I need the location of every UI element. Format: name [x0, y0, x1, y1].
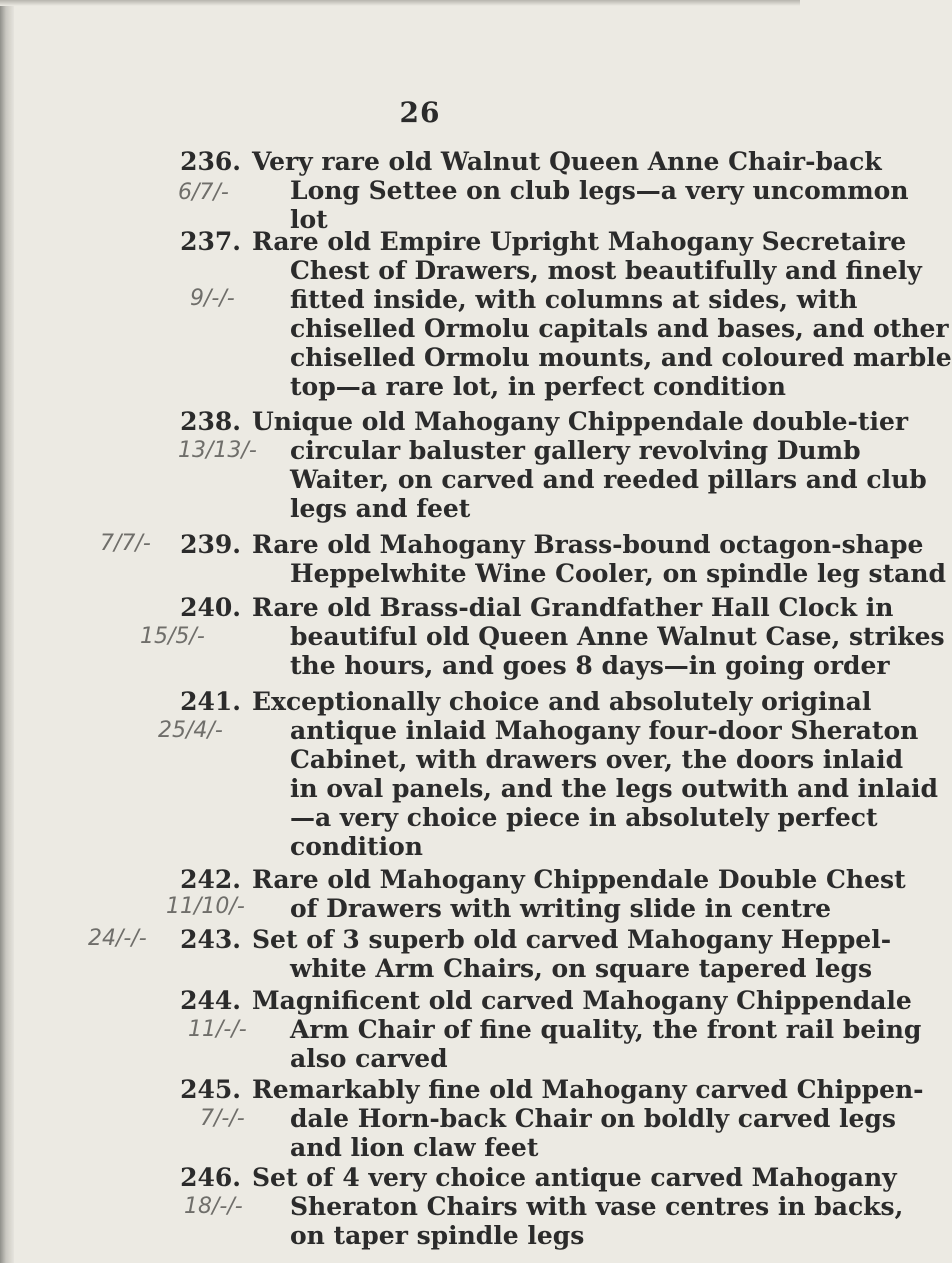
lot-description-line: fitted inside, with columns at sides, with	[290, 285, 858, 314]
lot-description-line: Heppelwhite Wine Cooler, on spindle leg stand	[290, 559, 947, 588]
lot-number: 237.	[180, 227, 241, 256]
price-annotation: 6/7/-	[178, 180, 229, 205]
lot-number: 244.	[180, 986, 241, 1015]
lot-description-line: antique inlaid Mahogany four-door Sheraton	[290, 716, 919, 745]
lot-description-line: of Drawers with writing slide in centre	[290, 894, 832, 923]
lot-description-line: Cabinet, with drawers over, the doors inlaid	[290, 745, 904, 774]
lot-number: 236.	[180, 147, 241, 176]
price-annotation: 11/-/-	[188, 1017, 247, 1042]
lot-description-line: Sheraton Chairs with vase centres in backs,	[290, 1192, 904, 1221]
lot-description-line: Rare old Mahogany Chippendale Double Chest	[252, 865, 906, 894]
price-annotation: 24/-/-	[88, 926, 147, 951]
lot-number: 238.	[180, 407, 241, 436]
price-annotation: 13/13/-	[178, 438, 257, 463]
lot-description-line: Rare old Mahogany Brass-bound octagon-shape	[252, 530, 924, 559]
lot-number: 246.	[180, 1163, 241, 1192]
price-annotation: 15/5/-	[140, 624, 205, 649]
lot-description-line: Chest of Drawers, most beautifully and finely	[290, 256, 922, 285]
price-annotation: 25/4/-	[158, 718, 223, 743]
lot-description-line: top—a rare lot, in perfect condition	[290, 372, 786, 401]
lot-number: 242.	[180, 865, 241, 894]
lot-description-line: dale Horn-back Chair on boldly carved legs	[290, 1104, 896, 1133]
lot-number: 240.	[180, 593, 241, 622]
price-annotation: 18/-/-	[184, 1194, 243, 1219]
price-annotation: 11/10/-	[166, 894, 245, 919]
lot-description-line: in oval panels, and the legs outwith and inlaid	[290, 774, 939, 803]
lot-description-line: condition	[290, 832, 423, 861]
lot-description-line: lot	[290, 205, 328, 234]
lot-number: 243.	[180, 925, 241, 954]
page-top-edge	[0, 0, 800, 6]
lot-description-line: Waiter, on carved and reeded pillars and club	[290, 465, 927, 494]
page-number: 26	[399, 96, 441, 129]
lot-description-line: chiselled Ormolu mounts, and coloured marble	[290, 343, 952, 372]
lot-description-line: Exceptionally choice and absolutely original	[252, 687, 872, 716]
lot-description-line: Long Settee on club legs—a very uncommon	[290, 176, 909, 205]
lot-description-line: white Arm Chairs, on square tapered legs	[290, 954, 873, 983]
page-binding-edge	[0, 0, 14, 1263]
lot-description-line: beautiful old Queen Anne Walnut Case, strikes	[290, 622, 945, 651]
lot-description-line: Rare old Brass-dial Grandfather Hall Clock in	[252, 593, 894, 622]
lot-description-line: Very rare old Walnut Queen Anne Chair-back	[252, 147, 882, 176]
lot-description-line: and lion claw feet	[290, 1133, 539, 1162]
lot-description-line: the hours, and goes 8 days—in going order	[290, 651, 890, 680]
lot-description-line: Rare old Empire Upright Mahogany Secretaire	[252, 227, 907, 256]
lot-number: 239.	[180, 530, 241, 559]
lot-description-line: on taper spindle legs	[290, 1221, 585, 1250]
lot-description-line: chiselled Ormolu capitals and bases, and other	[290, 314, 949, 343]
lot-description-line: Set of 4 very choice antique carved Mahogany	[252, 1163, 897, 1192]
lot-description-line: Arm Chair of fine quality, the front rail being	[290, 1015, 922, 1044]
lot-description-line: —a very choice piece in absolutely perfect	[290, 803, 878, 832]
lot-description-line: Remarkably fine old Mahogany carved Chippen-	[252, 1075, 924, 1104]
lot-description-line: also carved	[290, 1044, 448, 1073]
lot-number: 241.	[180, 687, 241, 716]
price-annotation: 7/7/-	[100, 531, 151, 556]
lot-description-line: Set of 3 superb old carved Mahogany Heppel-	[252, 925, 892, 954]
lot-number: 245.	[180, 1075, 241, 1104]
price-annotation: 7/-/-	[200, 1106, 245, 1131]
lot-description-line: circular baluster gallery revolving Dumb	[290, 436, 861, 465]
lot-description-line: Magnificent old carved Mahogany Chippendale	[252, 986, 912, 1015]
price-annotation: 9/-/-	[190, 286, 235, 311]
lot-description-line: legs and feet	[290, 494, 471, 523]
lot-description-line: Unique old Mahogany Chippendale double-tier	[252, 407, 909, 436]
